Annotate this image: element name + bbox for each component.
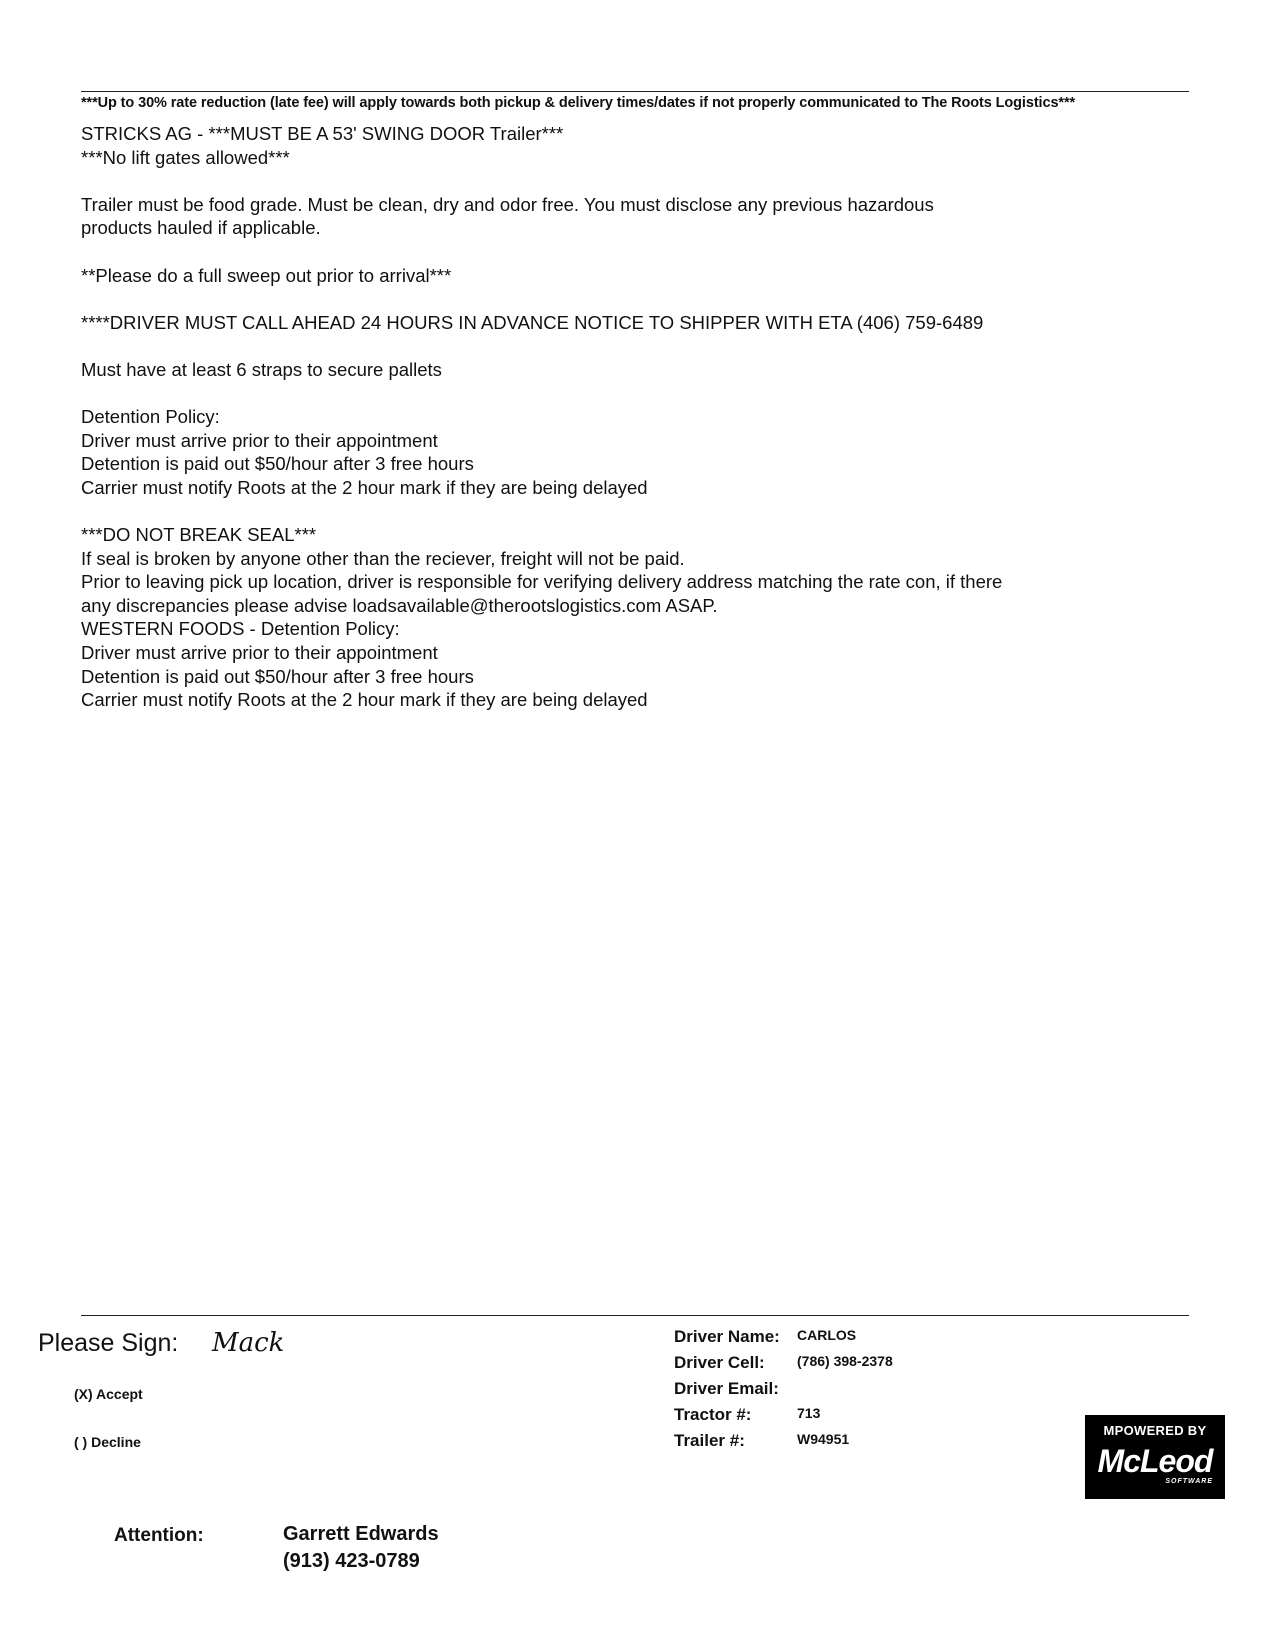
instruction-line: WESTERN FOODS - Detention Policy: <box>81 618 400 640</box>
late-fee-banner: ***Up to 30% rate reduction (late fee) will apply towards both pickup & delivery times/dates if not properly communicated to The Roots Logistics*** <box>81 95 1076 111</box>
logo-top-text: MPOWERED BY <box>1103 1423 1207 1438</box>
decline-option: ( ) Decline <box>74 1434 141 1450</box>
attention-name: Garrett Edwards <box>283 1523 439 1545</box>
instruction-line: **Please do a full sweep out prior to arrival*** <box>81 264 452 286</box>
tractor-value: 713 <box>797 1405 821 1421</box>
instruction-line: Driver must arrive prior to their appointment <box>81 429 438 451</box>
instruction-line: Carrier must notify Roots at the 2 hour mark if they are being delayed <box>81 689 648 711</box>
top-rule <box>81 91 1189 92</box>
blank-line <box>81 240 1201 264</box>
instruction-line: any discrepancies please advise loadsavailable@therootslogistics.com ASAP. <box>81 594 718 616</box>
instruction-line: If seal is broken by anyone other than the reciever, freight will not be paid. <box>81 547 685 569</box>
driver-name-label: Driver Name: <box>674 1327 780 1346</box>
please-sign-label: Please Sign: <box>38 1329 179 1357</box>
blank-line <box>81 500 1201 524</box>
instruction-line: Detention is paid out $50/hour after 3 free hours <box>81 453 474 475</box>
instruction-line: products hauled if applicable. <box>81 217 321 239</box>
attention-label: Attention: <box>114 1525 204 1546</box>
driver-email-label: Driver Email: <box>674 1379 779 1398</box>
logo-sub-text: SOFTWARE <box>1165 1478 1213 1485</box>
blank-line <box>81 334 1201 358</box>
accept-option: (X) Accept <box>74 1386 143 1402</box>
instruction-line: Prior to leaving pick up location, driver is responsible for verifying delivery address matching the rate con, if there <box>81 571 1003 593</box>
instruction-line: Detention Policy: <box>81 406 220 428</box>
blank-line <box>81 287 1201 311</box>
instruction-line: Driver must arrive prior to their appointment <box>81 642 438 664</box>
tractor-label: Tractor #: <box>674 1405 752 1424</box>
instruction-line: STRICKS AG - ***MUST BE A 53' SWING DOOR Trailer*** <box>81 123 564 144</box>
mcleod-logo <box>1085 1415 1225 1499</box>
instruction-line: Carrier must notify Roots at the 2 hour mark if they are being delayed <box>81 476 648 498</box>
driver-name-value: CARLOS <box>797 1327 857 1343</box>
instruction-line: ***No lift gates allowed*** <box>81 146 290 168</box>
instruction-line: Must have at least 6 straps to secure pallets <box>81 358 442 380</box>
instruction-line: ****DRIVER MUST CALL AHEAD 24 HOURS IN ADVANCE NOTICE TO SHIPPER WITH ETA (406) 759-6489 <box>81 311 984 333</box>
instruction-line: Detention is paid out $50/hour after 3 free hours <box>81 665 474 687</box>
instruction-line: ***DO NOT BREAK SEAL*** <box>81 524 317 546</box>
load-instructions <box>81 122 1201 712</box>
signature-rule <box>81 1315 1189 1316</box>
logo-brand-text: McLeod <box>1097 1443 1213 1479</box>
driver-cell-label: Driver Cell: <box>674 1353 765 1372</box>
trailer-value: W94951 <box>797 1431 850 1447</box>
blank-line <box>81 169 1201 193</box>
instruction-line: Trailer must be food grade. Must be clean, dry and odor free. You must disclose any previous hazardous <box>81 193 934 215</box>
driver-cell-value: (786) 398-2378 <box>797 1353 893 1369</box>
attention-phone: (913) 423-0789 <box>283 1550 420 1572</box>
signature: Mack <box>212 1328 285 1358</box>
trailer-label: Trailer #: <box>674 1431 745 1450</box>
blank-line <box>81 382 1201 406</box>
